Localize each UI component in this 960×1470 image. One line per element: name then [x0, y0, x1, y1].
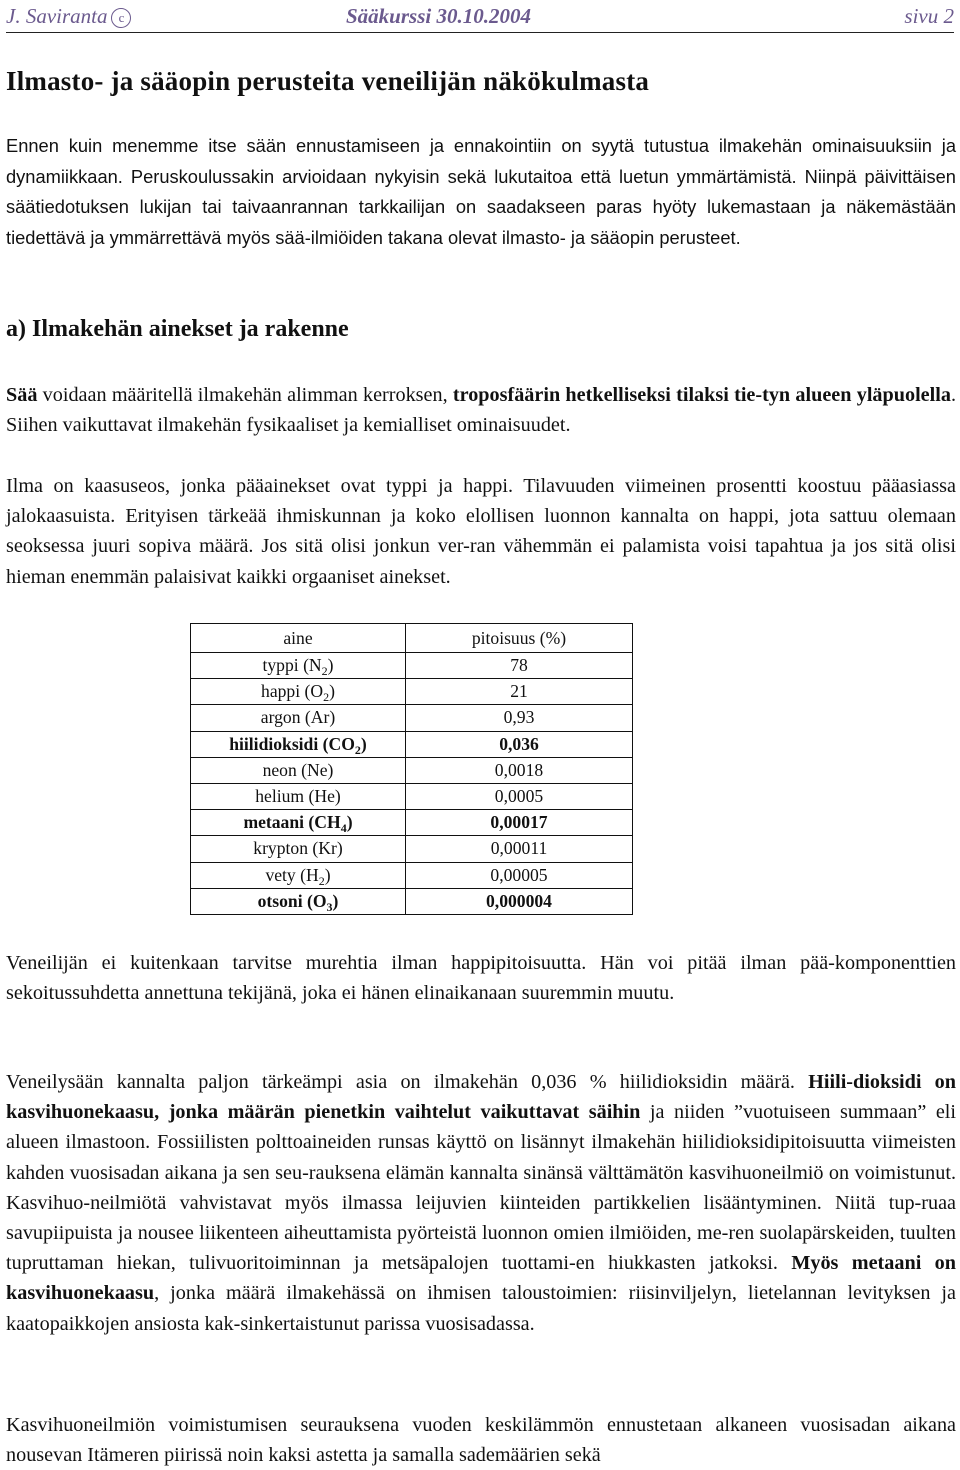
table-header-row	[191, 624, 633, 653]
substance-cell: metaani $(CH_4)$	[191, 810, 406, 836]
substance-cell: krypton (Kr)	[191, 836, 406, 862]
table-row	[191, 679, 633, 705]
substance-cell: hiilidioksidi $(CO_2)$	[191, 731, 406, 757]
table-row	[191, 757, 633, 783]
concentration-cell: 21	[406, 679, 633, 705]
intro-paragraph: Ennen kuin menemme itse sään ennustamiseen ja ennakointiin on syytä tutustua ilmakehän ominaisuuksiin ja dynamiikkaan. Peruskoulussakin arvioidaan nykyisin sekä lukutaitoa että luetun ymmärtämistä. Niinpä päivittäisen säätiedotuksen lukijan tai taivaanrannan tarkkailijan on saadakseen paras hyöty lukemastaan ja näkemästään tiedettävä ja ymmärrettävä myös sää-ilmiöiden takana olevat ilmasto- ja sääopin perusteet.	[6, 135, 956, 248]
column-header-concentration: pitoisuus (%)	[406, 624, 633, 653]
concentration-cell: 0,000004	[406, 888, 633, 914]
concentration-cell: 0,00017	[406, 810, 633, 836]
co2-paragraph: Veneilysään kannalta paljon tärkeämpi asia on ilmakehän 0,036 % hiilidioksidin määrä. Hiili-dioksidi on kasvihuonekaasu, jonka määrän pienetkin vaihtelut vaikuttavat säihin ja niiden ”vuotuiseen summaan” eli alueen ilmastoon. Fossiilisten polttoaineiden runsas käyttö on lisännyt ilmakehän hiilidioksidipitoisuutta viimeisten kahden vuosisadan aikana ja sen seu-rauksena elämän kannalta sinänsä välttämätön kasvihuoneilmiö on voimistunut. Kasvihuo-neilmiötä vahvistavat myös ilmassa leijuvien kiinteiden partikkelien lisääntyminen. Niitä tup-ruaa savupiipuista ja nousee liikenteen aiheuttamista pyörteistä luonnon omien ilmiöiden, me-ren suolapärskeiden, tuulten tupruttaman hiekan, tulivuoritoiminnan ja metsäpalojen tuottami-en hiukkasten jatkoksi. Myös metaani on kasvihuonekaasu, jonka määrä ilmakehässä on ihmisen taloustoimien: riisinviljelyn, lietelannan levityksen ja kaatopaikkojen ansiosta kak-sinkertaistunut parissa vuosisadassa.	[6, 1071, 957, 1335]
table-row	[191, 653, 633, 679]
substance-cell: otsoni $(O_3)$	[191, 888, 406, 914]
substance-cell: typpi $(N_2)$	[191, 653, 406, 679]
column-header-substance: aine	[191, 624, 406, 653]
table-row	[191, 888, 633, 914]
weather-definition-paragraph: Sää voidaan määritellä ilmakehän alimman kerroksen, troposfäärin hetkelliseksi tilaksi tie-tyn alueen yläpuolella. Siihen vaikuttavat ilmakehän fysikaaliset ja kemialliset ominaisuudet.	[6, 384, 956, 437]
concentration-cell: 0,00005	[406, 862, 633, 888]
section-heading: a) Ilmakehän ainekset ja rakenne	[6, 316, 349, 342]
concentration-cell: 78	[406, 653, 633, 679]
page-header	[6, 2, 954, 33]
substance-cell: vety $(H_2)$	[191, 862, 406, 888]
substance-cell: argon (Ar)	[191, 705, 406, 731]
header-page-number: sivu 2	[904, 4, 954, 28]
concentration-cell: 0,0018	[406, 757, 633, 783]
greenhouse-paragraph: Kasvihuoneilmiön voimistumisen seurauksena vuoden keskilämmön ennustetaan alkaneen vuosisadan aikana nousevan Itämeren piirissä noin kaksi astetta ja samalla sademäärien sekä	[6, 1414, 956, 1467]
copyright-icon: c	[111, 8, 131, 28]
header-author: J. Saviranta c	[6, 4, 131, 29]
air-composition-paragraph: Ilma on kaasuseos, jonka pääainekset ovat typpi ja happi. Tilavuuden viimeinen prosentti koostuu pääasiassa jalokaasuista. Erityisen tärkeää ihmiskunnan ja koko elollisen luonnon kannalta on happi, jota sattuu olemaan seoksessa juuri sopiva määrä. Jos sitä olisi jonkun ver-ran vähemmän ei palamista voisi tapahtua ja jos sitä olisi hieman enemmän palaisivat kaikki orgaaniset ainekset.	[6, 475, 956, 588]
table-row	[191, 783, 633, 809]
table-row	[191, 705, 633, 731]
substance-cell: happi $(O_2)$	[191, 679, 406, 705]
concentration-cell: 0,036	[406, 731, 633, 757]
substance-cell: helium (He)	[191, 783, 406, 809]
oxygen-note-paragraph: Veneilijän ei kuitenkaan tarvitse murehtia ilman happipitoisuutta. Hän voi pitää ilman pää-komponenttien sekoitussuhdetta annettuna tekijänä, joka ei hänen elinaikanaan suuremmin muutu.	[6, 952, 956, 1005]
header-course: Sääkurssi 30.10.2004	[346, 4, 531, 28]
substance-cell: neon (Ne)	[191, 757, 406, 783]
concentration-cell: 0,00011	[406, 836, 633, 862]
concentration-cell: 0,93	[406, 705, 633, 731]
concentration-cell: 0,0005	[406, 783, 633, 809]
table-row	[191, 731, 633, 757]
table-row	[191, 862, 633, 888]
air-composition-table	[190, 623, 633, 915]
page-title: Ilmasto- ja sääopin perusteita veneilijän näkökulmasta	[6, 66, 650, 96]
table-row	[191, 810, 633, 836]
table-row	[191, 836, 633, 862]
